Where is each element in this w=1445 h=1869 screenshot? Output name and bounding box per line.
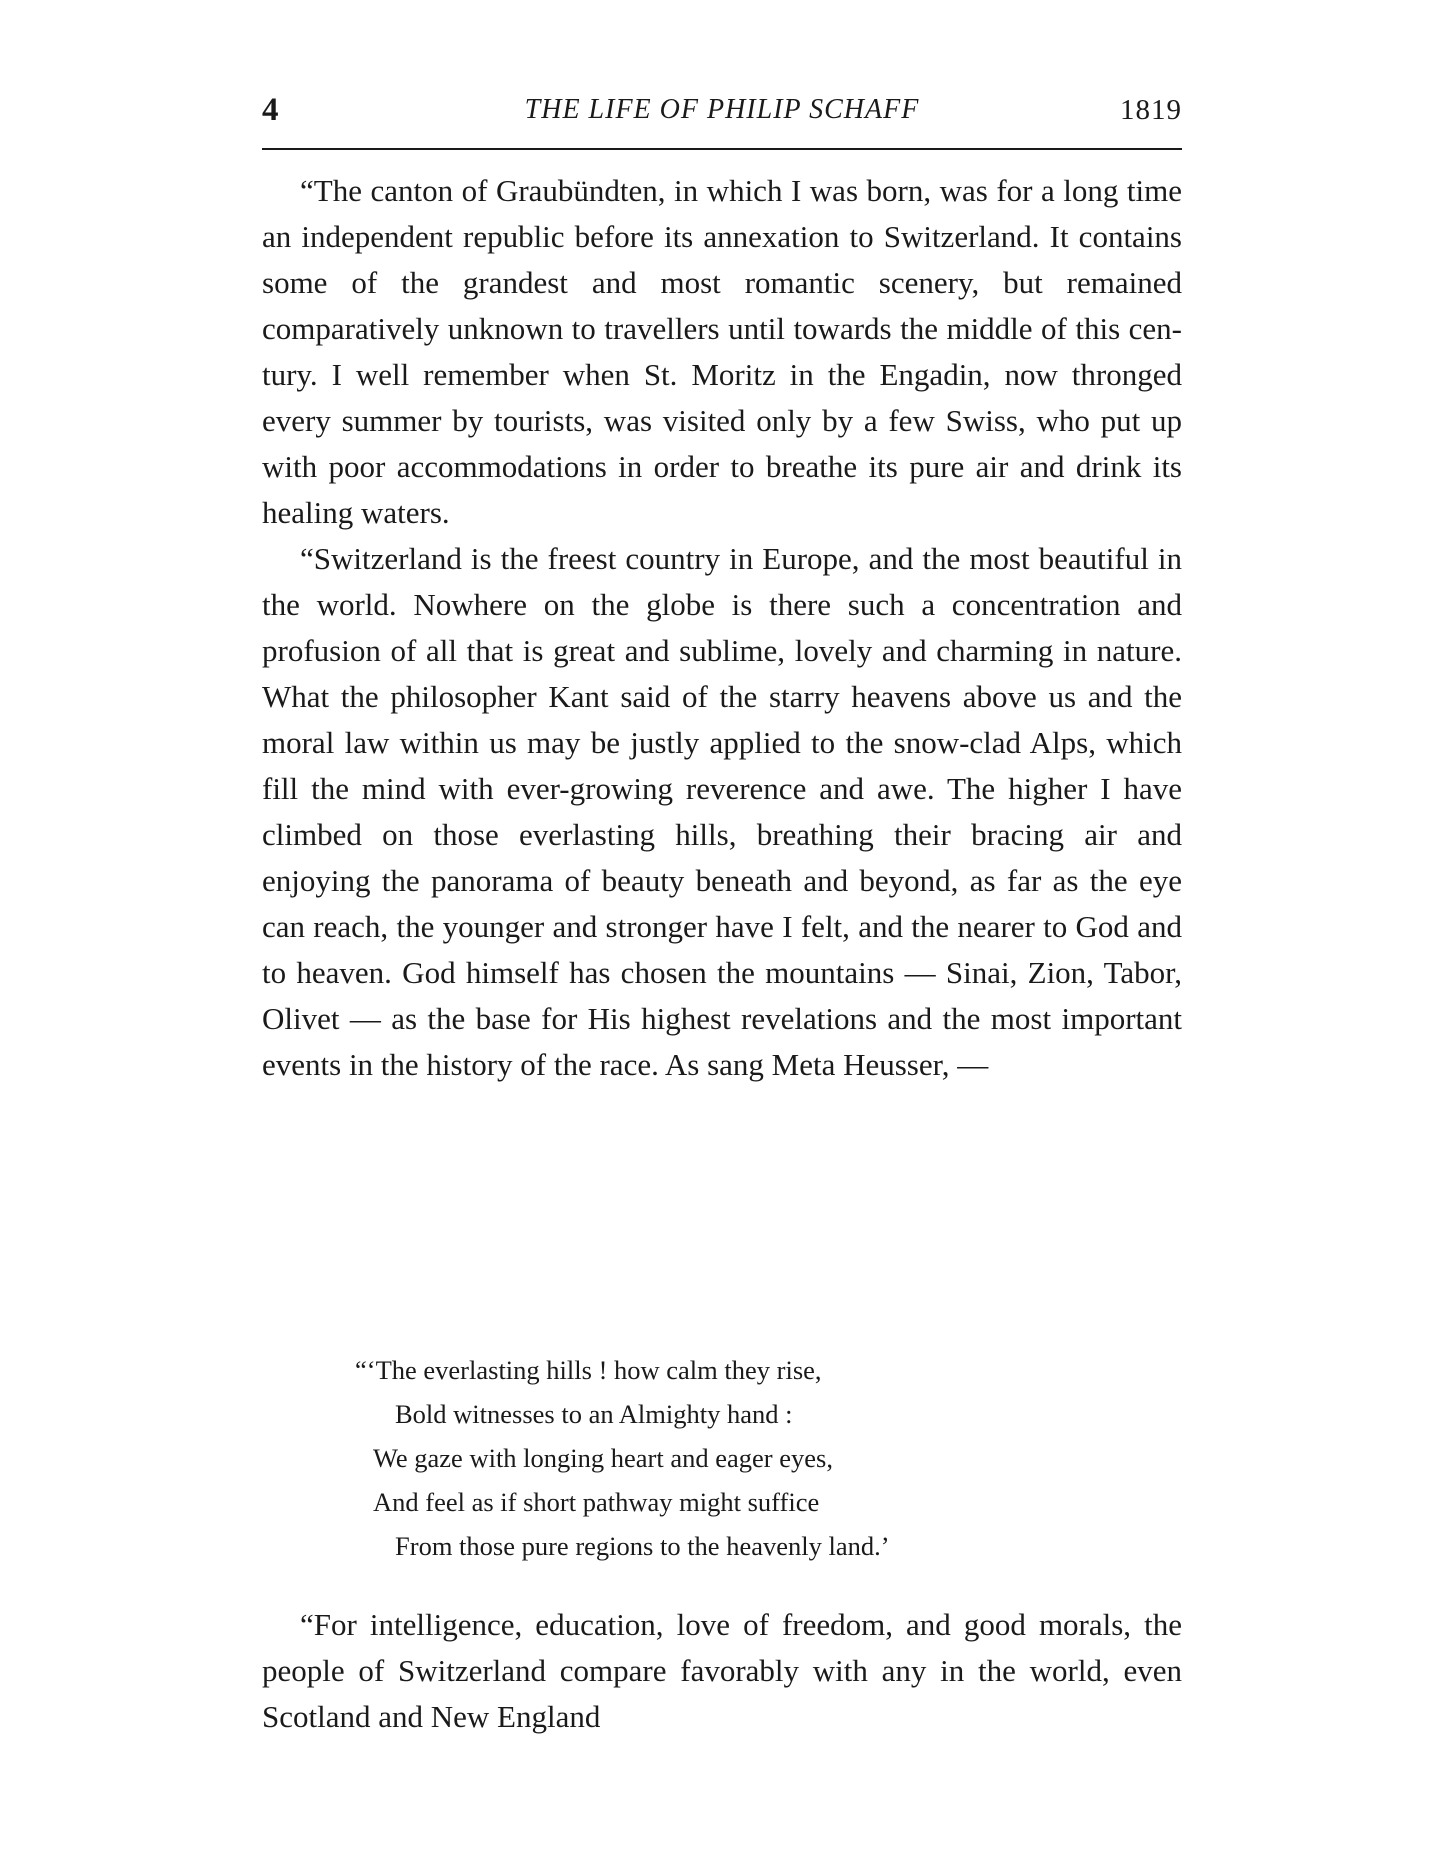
poem-line: We gaze with longing heart and eager eyes, xyxy=(373,1443,833,1473)
poem-line: “‘The everlasting hills ! how calm they rise, xyxy=(355,1355,822,1385)
paragraph-switzerland: “Switzerland is the freest country in Europe, and the most beautiful in the world. Nowhere on the globe is there such a concentration and profusion of all that is great and sublime, lovely and charming in nature. What the philosopher Kant said of the starry heavens above us and the moral law within us may be justly applied to the snow-clad Alps, which fill the mind with ever-growing reverence and awe. The higher I have climbed on those everlasting hills, breathing their bracing air and enjoying the panorama of beauty beneath and beyond, as far as the eye can reach, the younger and stronger have I felt, and the nearer to God and to heaven. God himself has chosen the mountains — Sinai, Zion, Tabor, Olivet — as the base for His highest revelations and the most important events in the history of the race. As sang Meta Heusser, — xyxy=(262,541,1182,1082)
paragraph-intelligence: “For intelligence, education, love of freedom, and good morals, the people of Switzerland compare favorably with any in the world, even Scotland and New England xyxy=(262,1607,1182,1734)
page-header xyxy=(262,92,1182,136)
closing-text xyxy=(262,1602,1182,1740)
header-rule xyxy=(262,148,1182,150)
page-number: 4 xyxy=(262,92,279,128)
running-title: THE LIFE OF PHILIP SCHAFF xyxy=(524,94,920,125)
main-text xyxy=(262,168,1182,1088)
poem-quotation xyxy=(355,1348,1115,1568)
paragraph-graubundten: “The canton of Graubündten, in which I was born, was for a long time an independent republic before its annexation to Switzerland. It contains some of the grandest and most romantic scenery, but remained comparatively unknown to travellers until towards the middle of this century. I well remember when St. Moritz in the Engadin, now thronged every summer by tourists, was visited only by a few Swiss, who put up with poor accommodations in order to breathe its pure air and drink its healing waters. xyxy=(262,173,1182,530)
poem-line: Bold witnesses to an Almighty hand : xyxy=(395,1399,793,1429)
poem-line: From those pure regions to the heavenly land.’ xyxy=(395,1531,890,1561)
year-marker: 1819 xyxy=(1120,94,1182,126)
poem-line: And feel as if short pathway might suffice xyxy=(373,1487,820,1517)
